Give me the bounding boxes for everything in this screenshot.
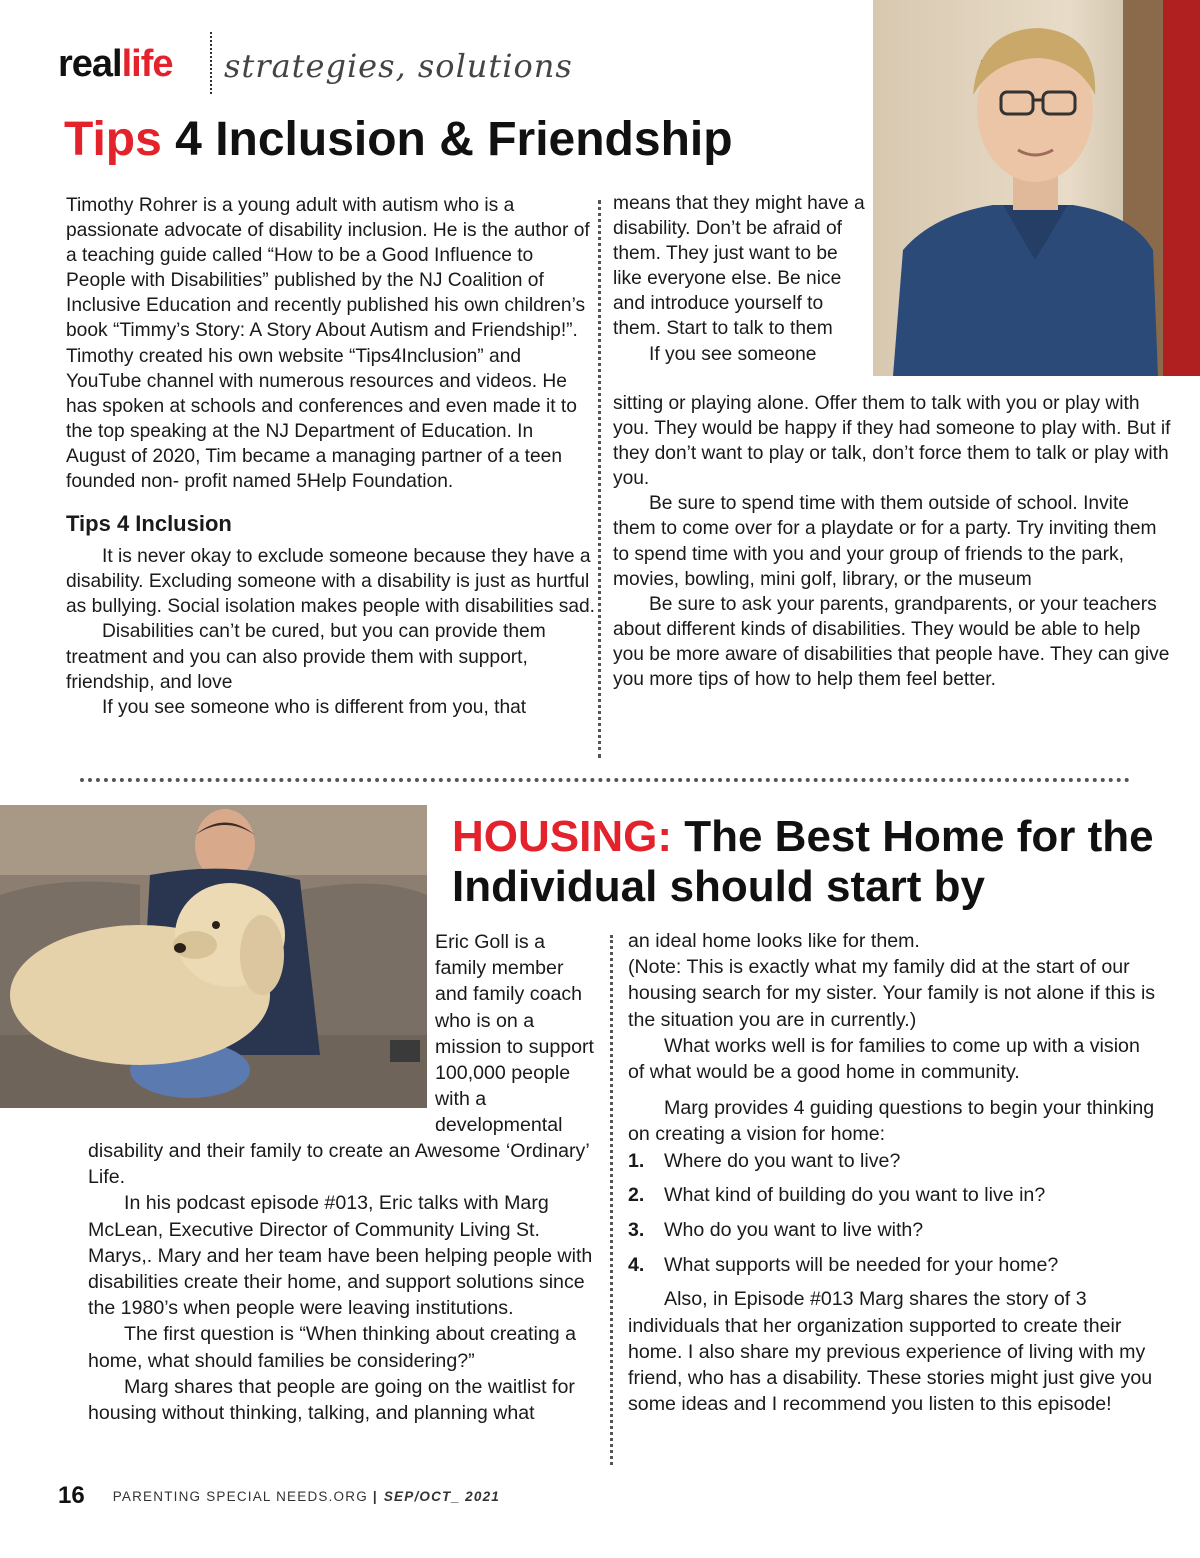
section-label (58, 42, 173, 86)
list-item-text: Who do you want to live with? (664, 1219, 924, 1242)
article2-intro-start: Eric Goll is a family member and family coach who is on a mission to support 100,000 people with a developmental (435, 931, 594, 1137)
article1-intro: Timothy Rohrer is a young adult with autism who is a passionate advocate of disability inclusion. He is the author of a teaching guide called “How to be a Good Influence to People with Disabilities” published by the NJ Coalition of Inclusive Education and recently published his own children’s book “Timmy’s Story: A Story About Autism and Friendship!”. Timothy created his own website “Tips4Inclusion” and YouTube channel with numerous resources and videos. He has spoken at schools and conferences and even made it to the top speaking at the NJ Department of Education. In August of 2020, Tim became a managing partner of a teen founded non- profit named 5Help Foundation. (66, 195, 590, 493)
title-rest: 4 Inclusion & Friendship (175, 113, 733, 166)
list-item (628, 1252, 1158, 1278)
article2-paragraph: Marg shares that people are going on the waitlist for housing without thinking, talking, and planning what (88, 1375, 575, 1425)
title-red-word: Tips (64, 113, 162, 166)
article-title-inclusion (64, 112, 733, 168)
photo-man-with-dog (0, 805, 427, 1108)
article2-paragraph: Marg provides 4 guiding questions to begin your thinking on creating a vision for home: (628, 1097, 1155, 1146)
article2-paragraph: Also, in Episode #013 Marg shares the story of 3 individuals that her organization supported to create their home. I also share my previous experience of living with my friend, who has a disability. These stories might just give you some ideas and I recommend you listen to this episode! (628, 1288, 1153, 1416)
list-item-number: 4. (628, 1253, 645, 1276)
list-item (628, 1217, 1158, 1243)
header-divider (210, 32, 212, 94)
footer-separator: | (372, 1489, 378, 1504)
column-divider (598, 200, 601, 758)
section-label-real: real (58, 43, 122, 85)
article2-intro-narrow (435, 929, 595, 1139)
article1-paragraph: means that they might have a disability. Don’t be afraid of them. They just want to be like everyone else. Be nice and introduce yourself to them. Start to talk to them (613, 193, 865, 340)
article1-paragraph: Be sure to ask your parents, grandparents, or your teachers about different kinds of disabilities. They would be able to help you be more aware of disabilities that people have. They can give you more tips of how to help them feel better. (613, 593, 1170, 691)
article2-column-right (628, 928, 1158, 1417)
article1-paragraph-start: If you see someone (649, 343, 817, 365)
article2-paragraph: The first question is “When thinking about creating a home, what should families be considering?” (88, 1323, 576, 1372)
article2-note: (Note: This is exactly what my family did at the start of our housing search for my sister. Your family is not alone if this is the situation you are in currently.) (628, 956, 1156, 1031)
guiding-questions-list (628, 1148, 1158, 1278)
list-item-number: 2. (628, 1184, 645, 1207)
article2-paragraph: In his podcast episode #013, Eric talks with Marg McLean, Executive Director of Community Living St. Marys,. Mary and her team have been helping people with disabilities create their home, and support solutions since the 1980’s when people were leaving institutions. (88, 1192, 593, 1320)
article1-paragraph: It is never okay to exclude someone because they have a disability. Excluding someone with a disability is just as hurtful as bullying. Social isolation makes people with disabilities sad. (66, 546, 596, 618)
article2-column-left (88, 1138, 608, 1426)
article1-column-right-top (613, 191, 868, 367)
list-item-number: 1. (628, 1149, 645, 1172)
article1-paragraph: If you see someone who is different from you, that (102, 696, 527, 718)
article1-paragraph: Be sure to spend time with them outside of school. Invite them to come over for a playdate or for a party. Try inviting them to spend time with you and your group of friends to the park, movies, bowling, mini golf, library, or the museum (613, 493, 1157, 590)
list-item (628, 1182, 1158, 1208)
article-title-housing (452, 812, 1192, 912)
issue-date: SEP/OCT_ 2021 (383, 1489, 500, 1504)
article1-column-left (66, 193, 596, 720)
section-subtitle: strategies, solutions (224, 47, 573, 85)
photo-timothy-rohrer (873, 0, 1200, 376)
article2-intro-end: disability and their family to create an Awesome ‘Ordinary’ Life. (88, 1140, 589, 1189)
section-divider (80, 778, 1130, 782)
section-label-life: life (121, 43, 173, 85)
article1-paragraph: sitting or playing alone. Offer them to talk with you or play with you. They would be happy if they had someone to play with. But if they don’t want to play or talk, don’t force them to talk or play with you. (613, 393, 1171, 490)
publication-name: PARENTING SPECIAL NEEDS.ORG (112, 1489, 368, 1504)
title-red-word: HOUSING: (452, 812, 672, 861)
article1-column-right-bottom (613, 391, 1173, 692)
list-item-text: What kind of building do you want to live in? (664, 1184, 1046, 1207)
page-footer (58, 1484, 500, 1509)
list-item-text: What supports will be needed for your home? (664, 1253, 1059, 1276)
article1-subhead: Tips 4 Inclusion (66, 511, 232, 537)
column-divider (610, 935, 613, 1465)
list-item-number: 3. (628, 1219, 645, 1242)
page-number: 16 (58, 1482, 85, 1509)
list-item-text: Where do you want to live? (664, 1149, 901, 1172)
article1-paragraph: Disabilities can’t be cured, but you can provide them treatment and you can also provide them with support, friendship, and love (66, 621, 546, 693)
article2-paragraph: What works well is for families to come up with a vision of what would be a good home in community. (628, 1034, 1140, 1084)
title-rest: The Best Home for the Individual should start by (452, 812, 1154, 911)
list-item (628, 1148, 1158, 1174)
article2-paragraph: an ideal home looks like for them. (628, 930, 920, 952)
